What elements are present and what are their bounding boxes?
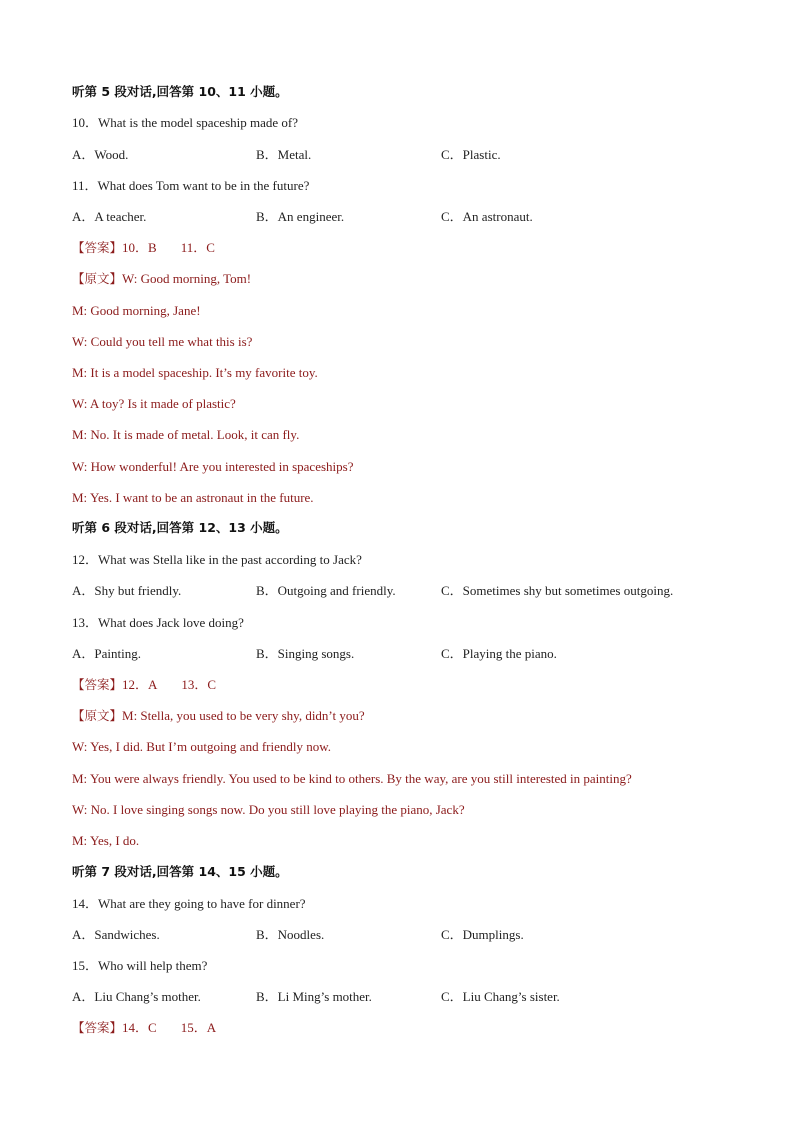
option-a: A．Liu Chang’s mother. <box>72 989 201 1004</box>
transcript-line: W: How wonderful! Are you interested in spaceships? <box>72 459 354 474</box>
question-stem: 15．Who will help them? <box>72 958 208 973</box>
option-b: B．Metal. <box>256 147 312 162</box>
transcript-tag: 【原文】 <box>72 271 123 286</box>
option-c: C．Sometimes shy but sometimes outgoing. <box>441 583 674 598</box>
answer-tag: 【答案】 <box>72 1020 123 1035</box>
option-a: A．Shy but friendly. <box>72 583 182 598</box>
transcript-line: M: Good morning, Jane! <box>72 303 201 318</box>
question-stem: 12．What was Stella like in the past according to Jack? <box>72 552 362 567</box>
transcript-line: W: A toy? Is it made of plastic? <box>72 396 236 411</box>
option-b: B．Noodles. <box>256 927 325 942</box>
option-c: C．An astronaut. <box>441 209 533 224</box>
option-b: B．Li Ming’s mother. <box>256 989 372 1004</box>
answer-tag: 【答案】 <box>72 240 123 255</box>
answer-line <box>72 1020 216 1036</box>
answer-line <box>72 240 215 256</box>
transcript-line <box>72 708 365 724</box>
question-stem: 11．What does Tom want to be in the future? <box>72 178 310 193</box>
option-c: C．Playing the piano. <box>441 646 557 661</box>
transcript-line: M: Yes. I want to be an astronaut in the future. <box>72 490 314 505</box>
question-stem: 10．What is the model spaceship made of? <box>72 115 298 130</box>
transcript-line: M: Yes, I do. <box>72 833 140 848</box>
transcript-text: M: Stella, you used to be very shy, didn’t you? <box>122 708 365 723</box>
answer-value: 15．A <box>180 1020 217 1035</box>
transcript-line: M: You were always friendly. You used to be kind to others. By the way, are you still interested in painting? <box>72 771 632 786</box>
question-stem: 13．What does Jack love doing? <box>72 615 244 630</box>
option-c: C．Dumplings. <box>441 927 524 942</box>
transcript-line: M: No. It is made of metal. Look, it can fly. <box>72 427 300 442</box>
transcript-text: W: Good morning, Tom! <box>122 271 252 286</box>
option-c: C．Liu Chang’s sister. <box>441 989 560 1004</box>
answer-value: 14．C <box>122 1020 157 1035</box>
option-a: A．Sandwiches. <box>72 927 160 942</box>
section-heading: 听第 5 段对话,回答第 10、11 小题。 <box>72 84 288 99</box>
transcript-line <box>72 271 251 287</box>
option-b: B．Outgoing and friendly. <box>256 583 396 598</box>
transcript-line: M: It is a model spaceship. It’s my favorite toy. <box>72 365 318 380</box>
section-heading: 听第 7 段对话,回答第 14、15 小题。 <box>72 864 288 879</box>
transcript-tag: 【原文】 <box>72 708 123 723</box>
answer-value: 10．B <box>122 240 157 255</box>
question-stem: 14．What are they going to have for dinner? <box>72 896 306 911</box>
answer-value: 11．C <box>180 240 215 255</box>
option-a: A．Painting. <box>72 646 141 661</box>
transcript-line: W: Yes, I did. But I’m outgoing and friendly now. <box>72 739 332 754</box>
transcript-line: W: Could you tell me what this is? <box>72 334 253 349</box>
answer-value: 13．C <box>181 677 217 692</box>
option-a: A．A teacher. <box>72 209 147 224</box>
option-c: C．Plastic. <box>441 147 501 162</box>
transcript-line: W: No. I love singing songs now. Do you still love playing the piano, Jack? <box>72 802 465 817</box>
option-b: B．Singing songs. <box>256 646 355 661</box>
option-b: B．An engineer. <box>256 209 345 224</box>
answer-value: 12．A <box>122 677 158 692</box>
option-a: A．Wood. <box>72 147 129 162</box>
section-heading: 听第 6 段对话,回答第 12、13 小题。 <box>72 520 288 535</box>
answer-line <box>72 677 216 693</box>
answer-tag: 【答案】 <box>72 677 123 692</box>
